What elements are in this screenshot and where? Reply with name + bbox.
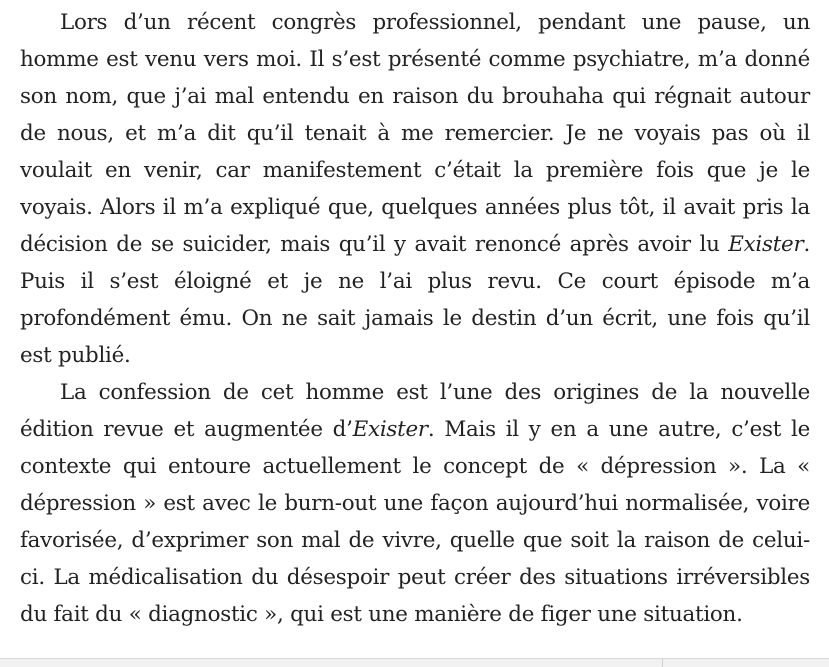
book-title-exister-2: Exister (352, 417, 428, 442)
paragraph-2 (20, 374, 810, 633)
book-title-exister: Exister (728, 232, 804, 257)
paragraph-1 (20, 4, 810, 374)
paragraph-2-text-a: La confession de cet homme est l’une des origines de la nouvelle édition revue et augmentée d’ (20, 380, 810, 442)
paragraph-1-text-b: . Puis il s’est éloigné et je ne l’ai plus revu. Ce court épisode m’a profondément ému. On ne sait jamais le destin d’un écrit, une fois qu’il est publié. (20, 232, 810, 368)
paragraph-1-text-a: Lors d’un récent congrès professionnel, pendant une pause, un homme est venu vers moi. Il s’est présenté comme psychiatre, m’a donné son nom, que j’ai mal entendu en raison du brouhaha qui régnait autour de nous, et m’a dit qu’il tenait à me remercier. Je ne voyais pas où il voulait en venir, car manifestement c’était la première fois que je le voyais. Alors il m’a expliqué que, quelques années plus tôt, il avait pris la décision de se suicider, mais qu’il y avait renoncé après avoir lu (20, 10, 810, 257)
bottom-bar-divider (662, 659, 663, 667)
bottom-scroll-bar[interactable] (0, 658, 829, 667)
paragraph-2-text-b: . Mais il y en a une autre, c’est le contexte qui entoure actuellement le concept de « dépression ». La « dépression » est avec le burn-out une façon aujourd’hui normalisée, voire favorisée, d’exprimer son mal de vivre, quelle que soit la raison de celui-ci. La médicalisation du désespoir peut créer des situations irréversibles du fait du « diagnostic », qui est une manière de figer une situation. (20, 417, 810, 627)
body-text (20, 4, 810, 633)
